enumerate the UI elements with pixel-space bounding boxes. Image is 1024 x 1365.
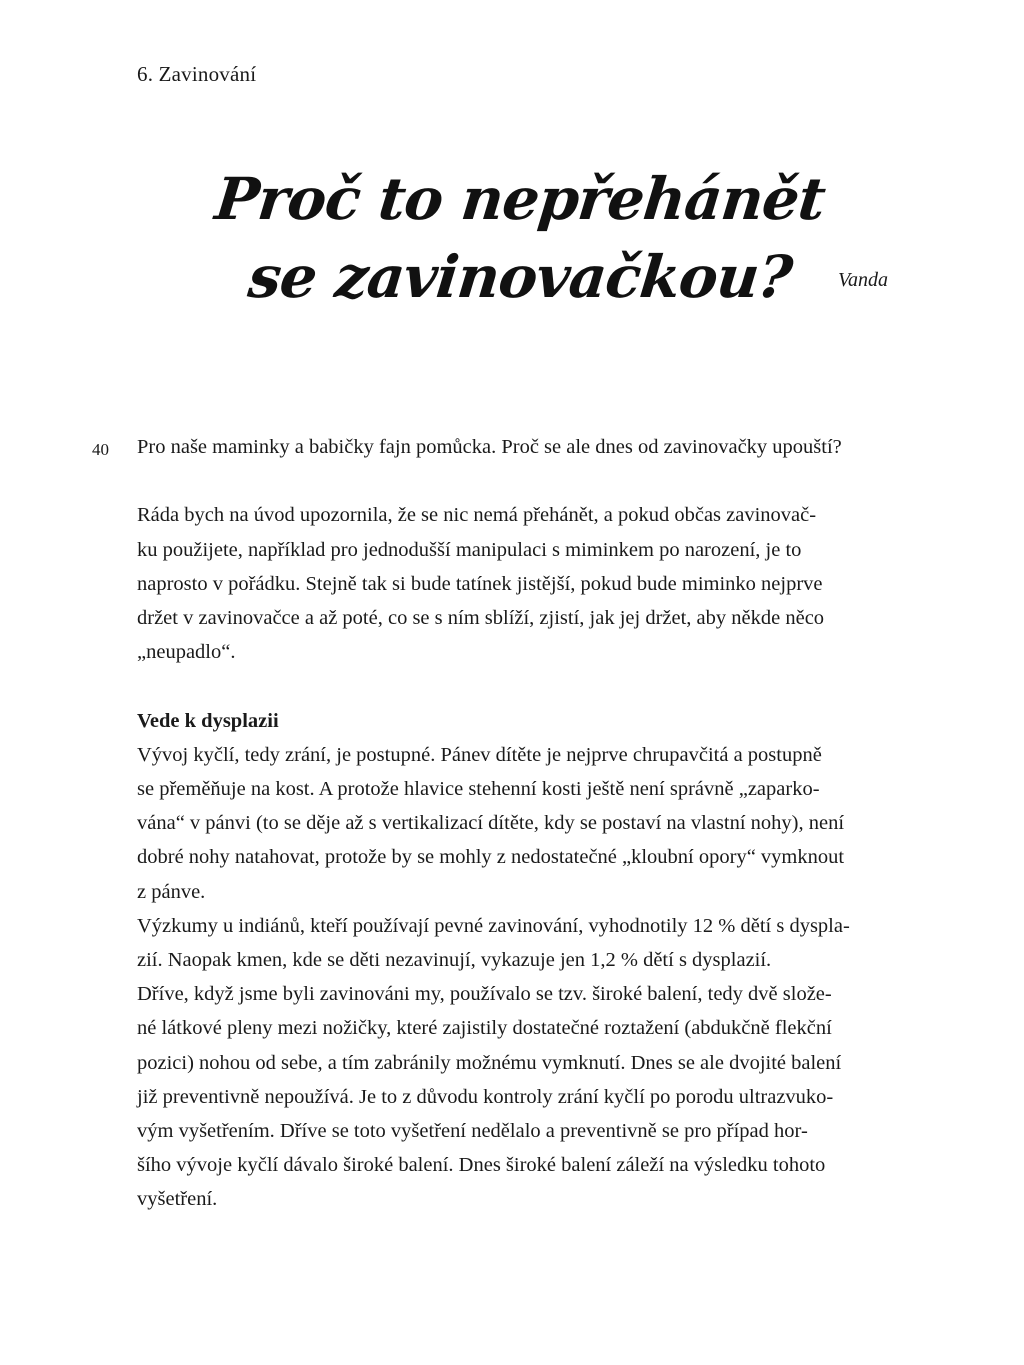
paragraph-line: Výzkumy u indiánů, kteří používají pevné zavinování, vyhodnotily 12 % dětí s dyspla-	[137, 914, 850, 937]
paragraph-line: vyšetření.	[137, 1188, 218, 1211]
paragraph-line: Ráda bych na úvod upozornila, že se nic nemá přehánět, a pokud občas zavinovač-	[137, 504, 817, 527]
article-body	[137, 430, 897, 1217]
intro-paragraph: Pro naše maminky a babičky fajn pomůcka. Proč se ale dnes od zavinovačky upouští?	[137, 436, 842, 458]
paragraph-line: držet v zavinovačce a až poté, co se s ním sblíží, zjistí, jak jej držet, aby někde něco	[137, 607, 825, 629]
author-name: Vanda	[838, 269, 888, 291]
section-body	[137, 738, 897, 1217]
paragraph-line: již preventivně nepoužívá. Je to z důvodu kontroly zrání kyčlí po porodu ultrazvuko-	[137, 1085, 834, 1108]
paragraph-line: ku použijete, například pro jednodušší manipulaci s miminkem po narození, je to	[137, 538, 802, 561]
section-heading: Vede k dysplazii	[137, 709, 279, 732]
paragraph-line: pozici) nohou od sebe, a tím zabránily možnému vymknutí. Dnes se ale dvojité balení	[137, 1051, 842, 1074]
paragraph-line: šího vývoje kyčlí dávalo široké balení. Dnes široké balení záleží na výsledku tohoto	[137, 1154, 826, 1177]
title-line-2: se zavinovačkou?	[245, 243, 795, 311]
page-title	[180, 160, 860, 316]
title-line-1: Proč to nepřehánět	[212, 165, 828, 233]
page-number: 40	[92, 440, 109, 459]
chapter-header: 6. Zavinování	[137, 62, 257, 86]
paragraph-line: Vývoj kyčlí, tedy zrání, je postupné. Pánev dítěte je nejprve chrupavčitá a postupně	[137, 743, 822, 766]
paragraph-line: se přeměňuje na kost. A protože hlavice stehenní kosti ještě není správně „zaparko-	[137, 778, 820, 800]
paragraph-spacer	[137, 669, 897, 703]
paragraph-line: z pánve.	[137, 880, 206, 903]
paragraph-spacer	[137, 464, 897, 498]
paragraph-line: naprosto v pořádku. Stejně tak si bude tatínek jistější, pokud bude miminko nejprve	[137, 572, 823, 595]
paragraph-line: „neupadlo“.	[137, 641, 236, 664]
paragraph-line: zií. Naopak kmen, kde se děti nezavinují, vykazuje jen 1,2 % dětí s dysplazií.	[137, 949, 772, 972]
paragraph-line: vým vyšetřením. Dříve se toto vyšetření nedělalo a preventivně se pro případ hor-	[137, 1120, 808, 1143]
paragraph-line: dobré nohy natahovat, protože by se mohly z nedostatečné „kloubní opory“ vymknout	[137, 846, 845, 869]
paragraph-line: né látkové pleny mezi nožičky, které zajistily dostatečné roztažení (abdukčně flekční	[137, 1017, 832, 1040]
paragraph-line: Dříve, když jsme byli zavinováni my, používalo se tzv. široké balení, tedy dvě slože-	[137, 983, 832, 1006]
paragraph-1	[137, 498, 897, 669]
paragraph-line: vána“ v pánvi (to se děje až s vertikalizací dítěte, kdy se postaví na vlastní nohy), není	[137, 812, 845, 835]
